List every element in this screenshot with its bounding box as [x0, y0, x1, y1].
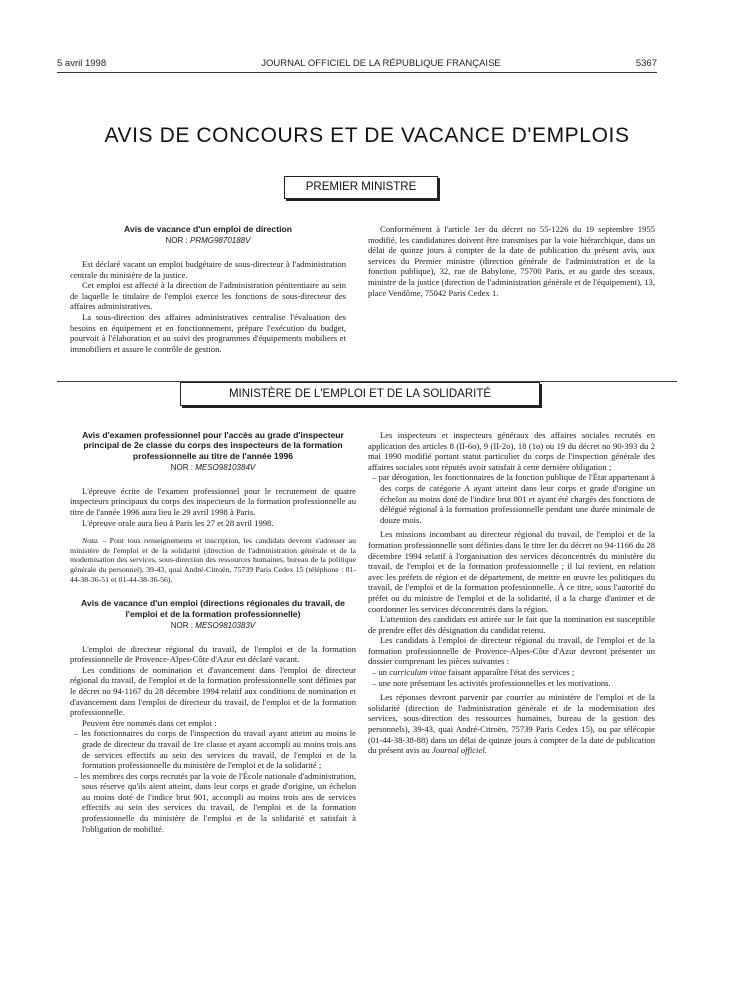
dir-heading: Avis de vacance d'un emploi (directions régionales du travail, de l'emploi et de la formation professionnelle) — [81, 598, 345, 619]
dir-nor — [70, 621, 356, 632]
dir-paragraph-2: Les conditions de nomination et d'avancement dans l'emploi de directeur régional du travail, de l'emploi et de la formation professionnelle sont définies par le décret no 94-1167 du 28 décembre 1994 relatif aux conditions de nomination et d'avancement dans l'emploi de directeur du travail, de l'emploi et de la formation professionnelle. — [70, 664, 356, 718]
pm-column-right — [368, 224, 655, 298]
p8-italic: Journal officiel — [431, 745, 485, 756]
dir-paragraph-1: L'emploi de directeur régional du travail, de l'emploi et de la formation professionnelle de Provence-Alpes-Côte d'Azur est déclaré vacant. — [70, 643, 356, 665]
dir-paragraph-3: Peuvent être nommés dans cet emploi : — [82, 717, 217, 728]
li-text: un — [378, 667, 390, 678]
nor-code: MESO9810384V — [195, 463, 256, 473]
nor-code: PRMG9870188V — [189, 236, 251, 246]
dir-paragraph-7: Les candidats à l'emploi de directeur régional du travail, de l'emploi et de la formation professionnelle de Provence-Alpes-Côte d'Azur devront présenter un dossier comprenant les pièces suivantes : — [368, 635, 655, 667]
section-title: PREMIER MINISTRE — [305, 181, 417, 193]
exam-heading: Avis d'examen professionnel pour l'accès au grade d'inspecteur principal de 2e classe du corps des inspecteurs de la formation professionnelle au titre de l'année 1996 — [82, 430, 344, 461]
dir-list-2 — [368, 472, 655, 525]
nor-label: NOR : — [165, 236, 188, 246]
li-text: faisant apparaître l'état des services ; — [446, 667, 575, 678]
ministere-column-right — [368, 430, 655, 756]
p8-text: Les réponses devront parvenir par courrier au ministère de l'emploi et de la solidarité (direction de l'administration générale et de la modernisation des services, sous-direction des ressources humaines, bureau de la gestion des personnels), 39-43, quai André-Citroën, 75739 Paris Cedex 15), ou par télécopie (01-44-38-38-88) dans un délai de quinze jours à compter de la date de publication du présent avis au — [368, 692, 655, 756]
nor-code: MESO9810383V — [195, 620, 256, 630]
list-item: – les fonctionnaires du corps de l'inspection du travail ayant atteint au moins le grade de directeur du travail de 1re classe et ayant accompli au moins trois ans de services effectifs au sein des services du travail, de l'emploi et de la formation professionnelle du ministère de l'emploi et de la solidarité ; — [70, 728, 356, 770]
p8-text: . — [484, 745, 487, 756]
dir-list-3 — [368, 667, 655, 688]
nor-label: NOR : — [170, 620, 193, 630]
exam-nor — [70, 463, 356, 474]
list-item: – une note présentant les activités professionnelles et les motivations. — [368, 678, 655, 689]
dir-paragraph-5: Les missions incombant au directeur régional du travail, de l'emploi et de la formation professionnelle sont définies dans le titre Ier du décret no 94-1166 du 28 décembre 1994 relatif à l'organisation des services déconcentrés du ministère du travail, de l'emploi et de la formation professionnelle ; il lui revient, en relation avec les préfets de région et de département, de mettre en œuvre les politiques du travail, de l'emploi et de la formation professionnelle. À ce titre, sous l'autorité du préfet ou du ministre de l'emploi et de la solidarité, il a la charge d'animer et de coordonner les services déconcentrés dans la région. — [368, 529, 655, 614]
pm-paragraph-3: La sous-direction des affaires administratives centralise l'évaluation des besoins en équipement et en fonctionnement, prépare l'exécution du budget, pourvoit à l'élaboration et au suivi des programmes d'équipements mobiliers et immobiliers et assure le contrôle de gestion. — [70, 311, 346, 354]
section-box-premier-ministre — [284, 176, 438, 199]
list-item: – les membres des corps recrutés par la voie de l'École nationale d'administration, sous réserve qu'ils aient atteint, dans leur corps et grade d'origine, un échelon au moins doté de l'indice brut 901, accompli au moins trois ans de services effectifs au sein des services du travail, de l'emploi et de la formation professionnelle du ministère de l'emploi et de la solidarité et satisfait à l'obligation de mobilité. — [70, 771, 356, 835]
header-page-number: 5367 — [635, 58, 657, 69]
header-journal: JOURNAL OFFICIEL DE LA RÉPUBLIQUE FRANÇAISE — [261, 58, 501, 69]
dir-paragraph-4: Les inspecteurs et inspecteurs généraux des affaires sociales recrutés en application des articles 8 (II-6o), 9 (II-2o), 18 (1o) ou 19 du décret no 90-393 du 2 mai 1990 modifié portant statut particulier du corps de l'inspection générale des affaires sociales sont réputés avoir satisfait à cette dernière obligation ; — [368, 430, 655, 472]
exam-paragraph-2: L'épreuve orale aura lieu à Paris les 27 et 28 avril 1998. — [82, 517, 274, 528]
exam-paragraph-1: L'épreuve écrite de l'examen professionnel pour le recrutement de quatre inspecteurs principaux du corps des inspecteurs de la formation professionnelle au titre de l'année 1996 aura lieu le 29 avril 1998 à Paris. — [70, 485, 356, 517]
note-label: Nota. — [82, 536, 100, 546]
pm-paragraph-1: Est déclaré vacant un emploi budgétaire de sous-directeur à l'administration centrale du ministère de la justice. — [70, 259, 346, 280]
nor-label: NOR : — [170, 463, 193, 473]
li-italic: curriculum vitae — [389, 667, 447, 678]
section-box-ministere — [180, 382, 540, 406]
pm-heading: Avis de vacance d'un emploi de direction — [124, 224, 292, 234]
header-date: 5 avril 1998 — [57, 58, 107, 69]
list-item: – par dérogation, les fonctionnaires de la fonction publique de l'État appartenant à des corps de catégorie A ayant atteint dans leur corps et grade d'origine un échelon au moins doté de l'indice brut 801 et ayant été chargés des fonctions de délégué régional à la formation professionnelle pendant une durée minimale de douze mois. — [368, 472, 655, 525]
exam-note — [70, 536, 356, 584]
pm-paragraph-2: Cet emploi est affecté à la direction de l'administration pénitentiaire au sein de laquelle le titulaire de l'emploi exerce les fonctions de sous-directeur des affaires administratives. — [70, 280, 346, 312]
page-title: AVIS DE CONCOURS ET DE VACANCE D'EMPLOIS — [104, 124, 630, 147]
dir-paragraph-8 — [368, 692, 655, 756]
dir-list-1 — [70, 728, 356, 834]
section-title: MINISTÈRE DE L'EMPLOI ET DE LA SOLIDARITÉ — [228, 388, 492, 400]
dir-paragraph-6: L'attention des candidats est attirée sur le fait que la nomination est susceptible de prendre effet dès désignation du candidat retenu. — [368, 614, 655, 635]
list-item — [368, 667, 655, 678]
pm-column-left — [70, 224, 346, 354]
header-rule — [57, 72, 657, 73]
note-text: – Pour tous renseignements et inscription, les candidats devront s'adresser au ministère de l'emploi et de la solidarité (direction de l'administration générale et de la modernisation des services, sous-direction des ressources humaines, bureau de la politique générale du personnel), 39-43, quai André-Citroën, 75739 Paris Cedex 15 (téléphone : 01-44-38-36-51 et 01-44-38-36-56). — [70, 536, 356, 584]
pm-nor — [70, 236, 346, 247]
pm-paragraph-4: Conformément à l'article 1er du décret no 55-1226 du 19 septembre 1955 modifié, les candidatures doivent être transmises par la voie hiérarchique, dans un délai de quinze jours à compter de la date de publication du présent avis, aux services du Premier ministre (direction générale de l'administration et de la fonction publique), 32, rue de Babylone, 75700 Paris, et au garde des sceaux, ministre de la justice (direction de l'administration générale et de l'équipement), 13, place Vendôme, 75042 Paris Cedex 1. — [368, 224, 655, 298]
ministere-column-left — [70, 430, 356, 835]
